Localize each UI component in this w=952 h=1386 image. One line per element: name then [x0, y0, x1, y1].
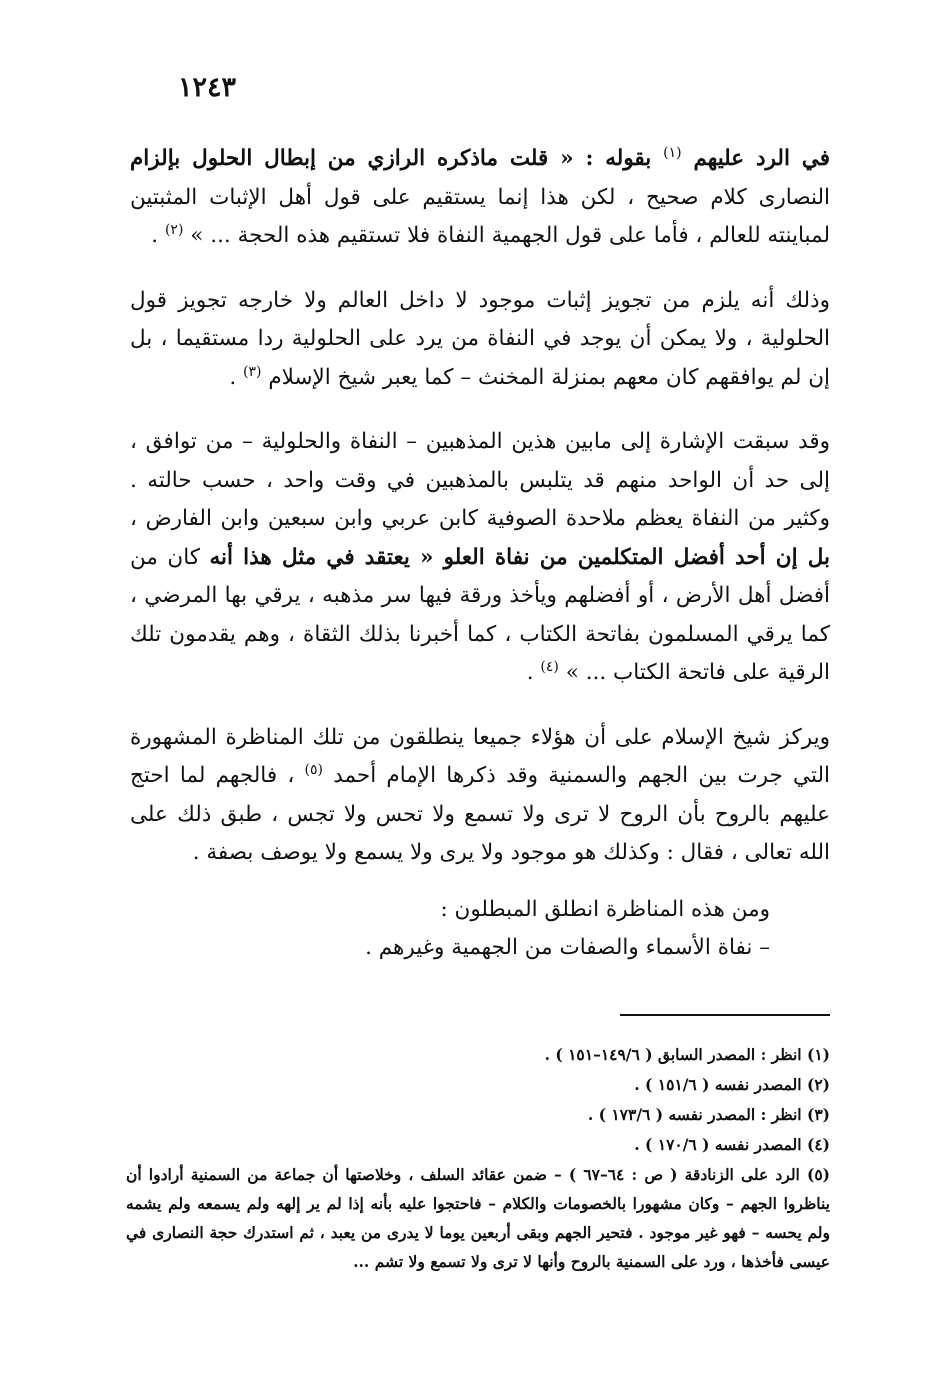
paragraph-1: [130, 140, 830, 256]
paragraph-3: [130, 423, 830, 693]
text-segment: ، فالجهم لما احتج عليهم بالروح بأن الروح لا ترى ولا تسمع ولا تحس ولا تجس ، طبق ذلك على الله تعالى ، فقال : وكذلك هو موجود ولا يرى ولا يسمع ولا يوصف بصفة .: [130, 763, 830, 865]
footnote-ref-4: (٤): [540, 658, 559, 675]
footnote-separator: [620, 1014, 830, 1016]
closing-line-2: – نفاة الأسماء والصفات من الجهمية وغيرهم .: [365, 935, 770, 960]
paragraph-4: [130, 719, 830, 873]
paragraph-2: [130, 282, 830, 398]
text-segment: .: [151, 223, 165, 248]
text-segment: ويركز شيخ الإسلام على أن هؤلاء جميعا ينطلقون من تلك المناظرة المشهورة التي جرت بين الجهم والسمنية وقد ذكرها الإمام أحمد: [130, 724, 830, 788]
text-segment: وقد سبقت الإشارة إلى مابين هذين المذهبين – النفاة والحلولية – من توافق ، إلى حد أن الواحد منهم قد يتلبس بالمذهبين في وقت واحد ، حسب حالته . وكثير من النفاة يعظم ملاحدة الصوفية كابن عربي وابن سبعين وابن الفارض ،: [130, 429, 830, 531]
footnote-5: (٥) الرد على الزنادقة ( ص : ٦٤–٦٧ ) – ضمن عقائد السلف ، وخلاصتها أن جماعة من السمنية أرادوا أن يناظروا الجهم – وكان مشهورا بالخصومات والكلام – فاحتجوا عليه بأنه إذا لم ير إلهه ولم يسمعه ولم يشمه ولم يحسه – فهو غير موجود . فتحير الجهم وبقى أربعين يوما لا يدرى من يعبد ، ثم استدرك حجة النصارى في عيسى فأخذها ، ورد على السمنية بالروح وأنها لا ترى ولا تسمع ولا تشم ...: [126, 1165, 830, 1271]
text-segment: وذلك أنه يلزم من تجويز إثبات موجود لا داخل العالم ولا خارجه تجويز قول الحلولية ، ولا يمكن أن يوجد في النفاة من يرد على الحلولية ردا مستقيما ، بل إن لم يوافقهم كان معهم بمنزلة المخنث – كما يعبر شيخ الإسلام: [130, 287, 830, 390]
text-segment: بقوله : « قلت ماذكره الرازي من إبطال الحلول بإلزام: [130, 146, 664, 171]
text-segment: .: [526, 660, 541, 685]
text-segment: كان من أفضل أهل الأرض ، أو أفضلهم ويأخذ ورقة فيها سر مذهبه ، يرقي بها المرضي ، كما يرقي المسلمون بفاتحة الكتاب ، كما أخبرنا بذلك الثقاة ، وهم يقدمون تلك الرقية على فاتحة الكتاب ... »: [130, 544, 830, 685]
footnote-3: (٣) انظر : المصدر نفسه ( ١٧٣/٦ ) .: [587, 1105, 830, 1124]
footnotes: [126, 1040, 830, 1276]
footnote-1: (١) انظر : المصدر السابق ( ١٤٩/٦–١٥١ ) .: [544, 1045, 830, 1064]
text-segment: بل إن أحد أفضل المتكلمين من نفاة العلو « يعتقد في مثل هذا أنه: [209, 544, 830, 570]
footnote-2: (٢) المصدر نفسه ( ١٥١/٦ ) .: [634, 1075, 830, 1094]
main-text: [130, 140, 830, 968]
text-segment: في الرد عليهم: [681, 146, 830, 171]
text-segment: .: [229, 364, 244, 390]
footnote-ref-1: (١): [663, 144, 682, 161]
page-number: ١٢٤٣: [177, 72, 236, 103]
footnote-ref-2: (٢): [164, 221, 184, 238]
closing-line-1: ومن هذه المناظرة انطلق المبطلون :: [440, 896, 770, 922]
footnote-4: (٤) المصدر نفسه ( ١٧٠/٦ ) .: [634, 1135, 830, 1154]
footnote-ref-5: (٥): [304, 761, 323, 778]
text-segment: النصارى كلام صحيح ، لكن هذا إنما يستقيم على قول أهل الإثبات المثبتين لمباينته للعالم ، فأما على قول الجهمية النفاة فلا تستقيم هذه الحجة ... »: [130, 184, 830, 248]
footnote-ref-3: (٣): [243, 363, 262, 380]
